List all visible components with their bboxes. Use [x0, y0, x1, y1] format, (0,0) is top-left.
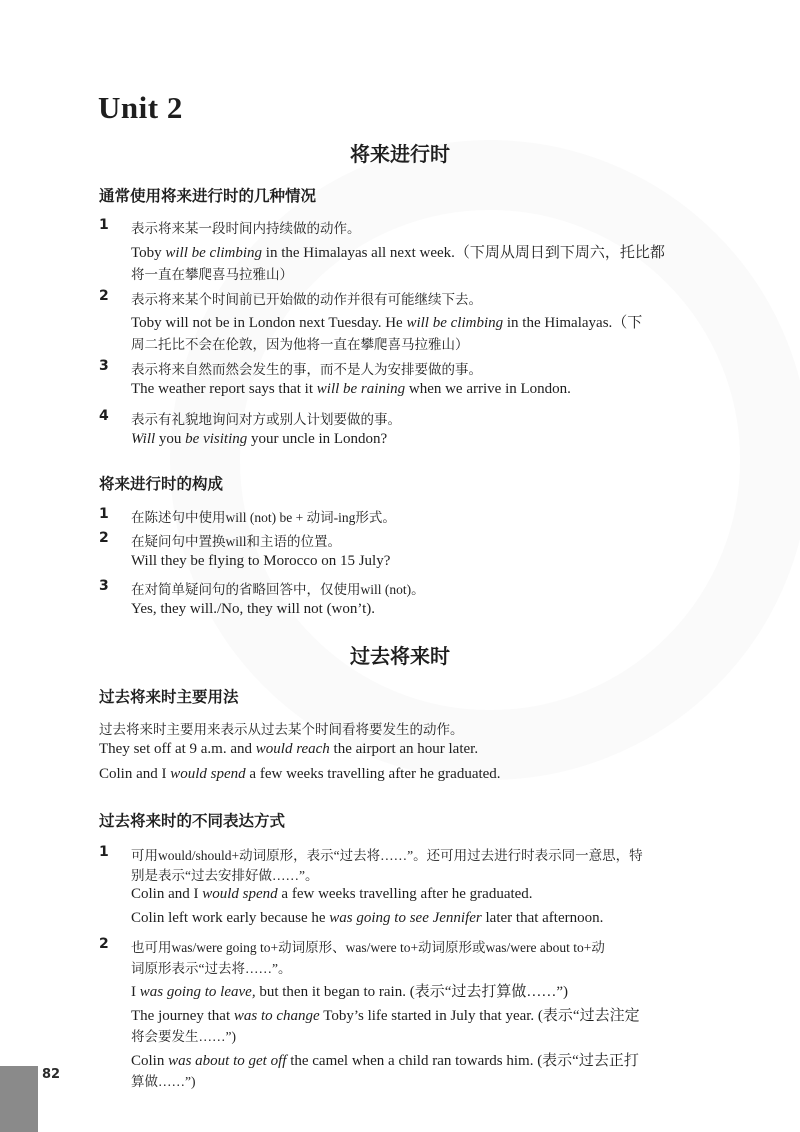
way-2-example-3-continued: 算做……”): [131, 1074, 196, 1089]
usage-4-description: 表示有礼貌地询问对方或别人计划要做的事。: [131, 412, 401, 427]
form-1-description: 在陈述句中使用will (not) be + 动词-ing形式。: [131, 510, 396, 525]
usage-1-example-continued: 将一直在攀爬喜马拉雅山）: [131, 267, 293, 282]
usage-4-example: Will you be visiting your uncle in London?: [131, 431, 388, 447]
way-2-example-1: I was going to leave, but then it began to rain. (表示“过去打算做……”): [131, 984, 569, 1000]
form-heading: 将来进行时的构成: [99, 475, 224, 493]
form-2-example: Will they be flying to Morocco on 15 July?: [131, 553, 391, 569]
form-3-example: Yes, they will./No, they will not (won’t).: [131, 601, 376, 617]
usage-4-number: 4: [99, 408, 109, 424]
ways-heading: 过去将来时的不同表达方式: [99, 812, 286, 830]
main-usage-description: 过去将来时主要用来表示从过去某个时间看将要发生的动作。: [99, 722, 464, 737]
form-3-number: 3: [99, 578, 109, 594]
usage-3-description: 表示将来自然而然会发生的事，而不是人为安排要做的事。: [131, 362, 482, 377]
main-usage-example-1: They set off at 9 a.m. and would reach the airport an hour later.: [99, 741, 479, 757]
usage-1-number: 1: [99, 217, 109, 233]
usage-2-description: 表示将来某个时间前已开始做的动作并很有可能继续下去。: [131, 292, 482, 307]
form-2-number: 2: [99, 530, 109, 546]
unit-title: Unit 2: [98, 90, 183, 125]
form-2-description: 在疑问句中置换will和主语的位置。: [131, 534, 342, 549]
usage-1-example: Toby will be climbing in the Himalayas all next week.（下周从周日到下周六，托比都: [131, 245, 665, 261]
section-title-past-future: 过去将来时: [350, 644, 450, 668]
main-usage-example-2: Colin and I would spend a few weeks travelling after he graduated.: [99, 766, 501, 782]
section-title-future-continuous: 将来进行时: [350, 142, 450, 166]
way-2-description: 也可用was/were going to+动词原形、was/were to+动词原形或was/were about to+动: [131, 940, 605, 955]
usage-2-example: Toby will not be in London next Tuesday. He will be climbing in the Himalayas.（下: [131, 315, 643, 331]
usage-3-number: 3: [99, 358, 109, 374]
way-1-description-continued: 别是表示“过去安排好做……”。: [131, 868, 319, 883]
way-1-description: 可用would/should+动词原形，表示“过去将……”。还可用过去进行时表示同一意思，特: [131, 848, 643, 863]
way-1-example-2: Colin left work early because he was going to see Jennifer later that afternoon.: [131, 910, 604, 926]
way-2-example-3: Colin was about to get off the camel when a child ran towards him. (表示“过去正打: [131, 1053, 639, 1069]
usage-3-example: The weather report says that it will be raining when we arrive in London.: [131, 381, 571, 397]
usage-2-example-continued: 周二托比不会在伦敦，因为他将一直在攀爬喜马拉雅山）: [131, 337, 469, 352]
usage-2-number: 2: [99, 288, 109, 304]
form-1-number: 1: [99, 506, 109, 522]
form-3-description: 在对简单疑问句的省略回答中，仅使用will (not)。: [131, 582, 425, 597]
usage-1-description: 表示将来某一段时间内持续做的动作。: [131, 221, 361, 236]
way-2-example-2: The journey that was to change Toby’s life started in July that year. (表示“过去注定: [131, 1008, 640, 1024]
page-tab-bar: [0, 1066, 38, 1132]
main-usage-heading: 过去将来时主要用法: [99, 688, 239, 706]
way-2-description-continued: 词原形表示“过去将……”。: [131, 961, 292, 976]
page-number: 82: [42, 1067, 61, 1082]
way-1-number: 1: [99, 844, 109, 860]
way-1-example-1: Colin and I would spend a few weeks travelling after he graduated.: [131, 886, 533, 902]
way-2-example-2-continued: 将会要发生……”): [131, 1029, 236, 1044]
usage-heading: 通常使用将来进行时的几种情况: [99, 187, 317, 205]
way-2-number: 2: [99, 936, 109, 952]
